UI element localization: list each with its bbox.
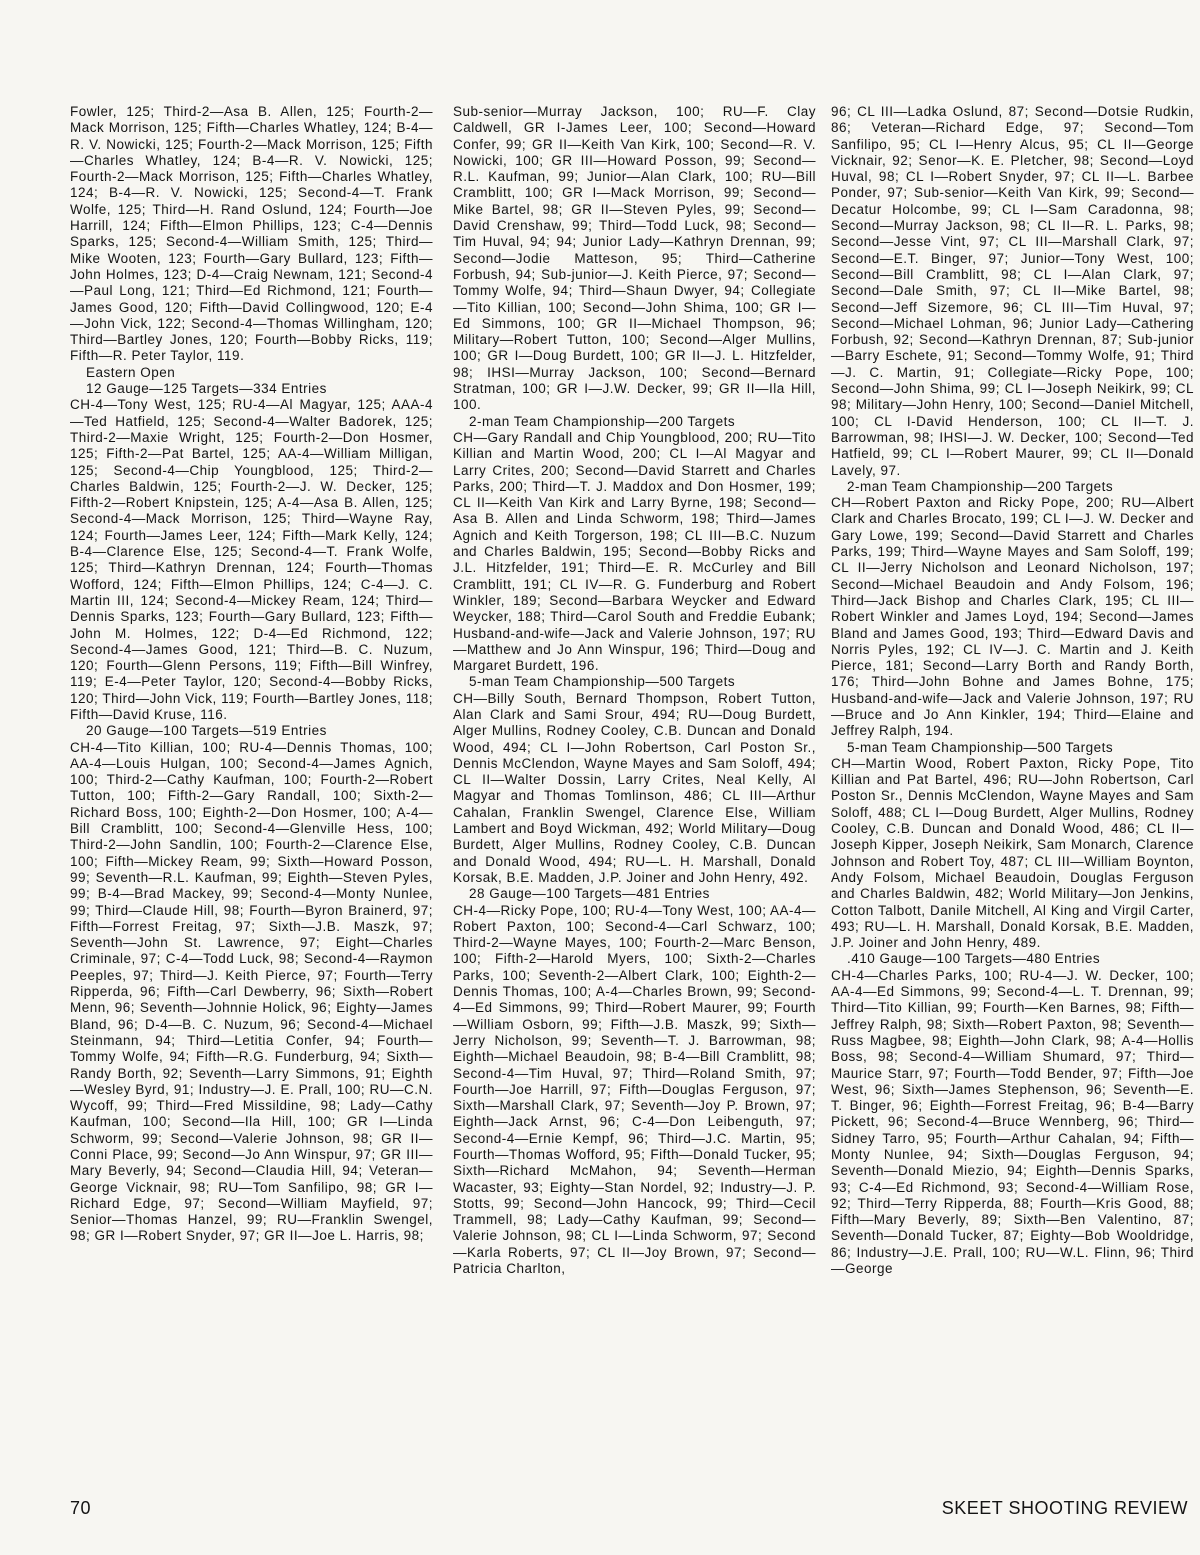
results-paragraph: CH-4—Tony West, 125; RU-4—Al Magyar, 125; AAA-4—Ted Hatfield, 125; Second-4—Walter Badorek, 125; Third-2—Maxie Wright, 125; Fourth-2—Don Hosmer, 125; Fifth-2—Pat Bartel, 125; AA-4—William Milligan, 125; Second-4—Chip Youngblood, 125; Third-2—Charles Baldwin, 125; Fourth-2—J. W. Decker, 125; Fifth-2—Robert Knipstein, 125; A-4—Asa B. Allen, 125; Second-4—Mack Morrison, 125; Third—Wayne Ray, 124; Fourth—James Leer, 124; Fifth—Mark Kelly, 124; B-4—Clarence Else, 125; Second-4—T. Frank Wolfe, 125; Third—Kathryn Drennan, 124; Fourth—Thomas Wofford, 124; Fifth—Elmon Phillips, 124; C-4—J. C. Martin III, 124; Second-4—Mickey Ream, 124; Third—Dennis Sparks, 123; Fourth—Gary Bullard, 123; Fifth—John M. Holmes, 122; D-4—Ed Richmond, 122; Second-4—James Good, 121; Third—B. C. Nuzum, 120; Fourth—Glenn Persons, 119; Fifth—Bill Winfrey, 119; E-4—Peter Taylor, 120; Second-4—Bobby Ricks, 120; Third—John Vick, 119; Fourth—Bartley Jones, 118; Fifth—David Kruse, 116. — [70, 397, 433, 722]
section-heading: 28 Gauge—100 Targets—481 Entries — [469, 886, 710, 902]
results-paragraph: Sub-senior—Murray Jackson, 100; RU—F. Clay Caldwell, GR I-James Leer, 100; Second—Howard Confer, 99; GR II—Keith Van Kirk, 100; Second—R. V. Nowicki, 100; GR III—Howard Posson, 99; Second—R.L. Kaufman, 99; Junior—Alan Clark, 100; RU—Bill Cramblitt, 100; GR I—Mack Morrison, 99; Second—Mike Bartel, 98; GR II—Steven Pyles, 99; Second—David Crenshaw, 99; Third—Todd Luck, 98; Second—Tim Huval, 94; 94; Junior Lady—Kathryn Drennan, 99; Second—Jodie Matteson, 95; Third—Catherine Forbush, 94; Sub-junior—J. Keith Pierce, 97; Second—Tommy Wolfe, 94; Third—Shaun Dwyer, 94; Collegiate—Tito Killian, 100; Second—John Shima, 100; GR I—Ed Simmons, 100; GR II—Michael Thompson, 96; Military—Robert Tutton, 100; Second—Alger Mullins, 100; GR I—Doug Burdett, 100; GR II—J. L. Hitzfelder, 98; IHSI—Murray Jackson, 100; Second—Bernard Stratman, 100; GR I—J.W. Decker, 99; GR II—Ila Hill, 100. — [453, 104, 816, 413]
section-heading: 20 Gauge—100 Targets—519 Entries — [86, 723, 327, 739]
publication-title: SKEET SHOOTING REVIEW — [941, 1498, 1188, 1518]
text-column-left — [70, 104, 433, 1245]
results-paragraph: Fowler, 125; Third-2—Asa B. Allen, 125; Fourth-2—Mack Morrison, 125; Fifth—Charles Whatley, 124; B-4—R. V. Nowicki, 125; Fourth-2—Mack Morrison, 125; Fifth—Charles Whatley, 124; B-4—R. V. Nowicki, 125; Fourth-2—Mack Morrison, 125; Fifth—Charles Whatley, 124; B-4—R. V. Nowicki, 125; Second-4—T. Frank Wolfe, 125; Third—H. Rand Oslund, 124; Fourth—Joe Harrill, 124; Fifth—Elmon Phillips, 123; C-4—Dennis Sparks, 125; Second-4—William Smith, 125; Third—Mike Wooten, 123; Fourth—Gary Bullard, 123; Fifth—John Holmes, 123; D-4—Craig Newnam, 121; Second-4—Paul Long, 121; Third—Ed Richmond, 121; Fourth—James Good, 120; Fifth—David Collingwood, 120; E-4—John Vick, 122; Second-4—Thomas Willingham, 120; Third—Bartley Jones, 120; Fourth—Bobby Ricks, 119; Fifth—R. Peter Taylor, 119. — [70, 104, 433, 364]
section-heading: 2-man Team Championship—200 Targets — [469, 413, 736, 429]
text-column-middle — [453, 104, 816, 1277]
results-paragraph: CH—Gary Randall and Chip Youngblood, 200; RU—Tito Killian and Martin Wood, 200; CL I—Al Magyar and Larry Crites, 200; Second—David Starrett and Charles Parks, 200; Third—T. J. Maddox and Don Hosmer, 199; CL II—Keith Van Kirk and Larry Byrne, 198; Second—Asa B. Allen and Linda Schworm, 198; Third—James Agnich and Keith Torgerson, 198; CL III—B.C. Nuzum and Charles Baldwin, 195; Second—Bobby Ricks and J.L. Hitzfelder, 191; Third—E. R. McCurley and Bill Cramblitt, 191; CL IV—R. G. Funderburg and Robert Winkler, 189; Second—Barbara Weycker and Edward Weycker, 188; Third—Carol South and Freddie Eubank; Husband-and-wife—Jack and Valerie Johnson, 197; RU—Matthew and Jo Ann Winspur, 196; Third—Doug and Margaret Burdett, 196. — [453, 429, 816, 674]
results-paragraph: CH—Robert Paxton and Ricky Pope, 200; RU—Albert Clark and Charles Brocato, 199; CL I—J. W. Decker and Gary Lowe, 199; Second—David Starrett and Charles Parks, 199; Third—Wayne Mayes and Sam Soloff, 199; CL II—Jerry Nicholson and Leonard Nicholson, 197; Second—Michael Beaudoin and Andy Folsom, 196; Third—Jack Bishop and Charles Clark, 195; CL III—Robert Winkler and James Loyd, 194; Second—James Bland and James Good, 193; Third—Edward Davis and Norris Pyles, 192; CL IV—J. C. Martin and J. Keith Pierce, 181; Second—Larry Borth and Randy Borth, 176; Third—John Bohne and James Bohne, 175; Husband-and-wife—Jack and Valerie Johnson, 197; RU—Bruce and Jo Ann Kinkler, 194; Third—Elaine and Jeffrey Ralph, 194. — [831, 495, 1194, 739]
results-paragraph: 96; CL III—Ladka Oslund, 87; Second—Dotsie Rudkin, 86; Veteran—Richard Edge, 97; Second—Tom Sanfilipo, 95; CL I—Henry Alcus, 95; CL II—George Vicknair, 92; Senor—K. E. Pletcher, 98; Second—Loyd Huval, 98; CL I—Robert Snyder, 97; CL II—L. Barbee Ponder, 97; Sub-senior—Keith Van Kirk, 99; Second—Decatur Holcombe, 99; CL I—Sam Caradonna, 98; Second—Murray Jackson, 98; CL II—R. L. Parks, 98; Second—Jesse Vint, 97; CL III—Marshall Clark, 97; Second—E.T. Binger, 97; Junior—Tony West, 100; Second—Bill Cramblitt, 98; CL I—Alan Clark, 97; Second—Dale Smith, 97; CL II—Mike Bartel, 98; Second—Jeff Sizemore, 96; CL III—Tim Huval, 97; Second—Michael Lohman, 96; Junior Lady—Cathering Forbush, 92; Second—Kathryn Drennan, 87; Sub-junior—Barry Eschete, 91; Second—Tommy Wolfe, 91; Third—J. C. Martin, 91; Collegiate—Ricky Pope, 100; Second—John Shima, 99; CL I—Joseph Neikirk, 99; CL 98; Military—John Henry, 100; Second—Daniel Mitchell, 100; CL I-David Henderson, 100; CL II—T. J. Barrowman, 98; IHSI—J. W. Decker, 100; Second—Ted Hatfield, 99; CL I—Robert Maurer, 99; CL II—Donald Lavely, 97. — [831, 104, 1194, 478]
page-number: 70 — [70, 1498, 92, 1518]
section-heading: Eastern Open — [86, 364, 176, 380]
section-heading: 12 Gauge—125 Targets—334 Entries — [86, 381, 327, 397]
results-paragraph: CH-4—Tito Killian, 100; RU-4—Dennis Thomas, 100; AA-4—Louis Hulgan, 100; Second-4—James Agnich, 100; Third-2—Cathy Kaufman, 100; Fourth-2—Robert Tutton, 100; Fifth-2—Gary Randall, 100; Sixth-2—Richard Boss, 100; Eighth-2—Don Hosmer, 100; A-4—Bill Cramblitt, 100; Second-4—Glenville Hess, 100; Third-2—John Sandlin, 100; Fourth-2—Clarence Else, 100; Fifth—Mickey Ream, 99; Sixth—Howard Posson, 99; Seventh—R.L. Kaufman, 99; Eighth—Steven Pyles, 99; B-4—Brad Mackey, 99; Second-4—Monty Nunlee, 99; Third—Claude Hill, 98; Fourth—Byron Brainerd, 97; Fifth—Forrest Freitag, 97; Sixth—J.B. Maszk, 97; Seventh—John St. Lawrence, 97; Eight—Charles Criminale, 97; C-4—Todd Luck, 98; Second-4—Raymon Peeples, 97; Third—J. Keith Pierce, 97; Fourth—Terry Ripperda, 96; Fifth—Carl Dewberry, 96; Sixth—Robert Menn, 96; Seventh—Johnnie Holick, 96; Eighty—James Bland, 96; D-4—B. C. Nuzum, 96; Second-4—Michael Steinmann, 94; Third—Letitia Confer, 94; Fourth—Tommy Wolfe, 94; Fifth—R.G. Funderburg, 94; Sixth—Randy Borth, 92; Seventh—Larry Simmons, 91; Eighth—Wesley Byrd, 91; Industry—J. E. Prall, 100; RU—C.N. Wycoff, 99; Third—Fred Missildine, 98; Lady—Cathy Kaufman, 100; Second—Ila Hill, 100; GR I—Linda Schworm, 99; Second—Valerie Johnson, 98; GR II—Conni Place, 99; Second—Jo Ann Winspur, 97; GR III—Mary Beverly, 94; Second—Claudia Hill, 94; Veteran—George Vicknair, 98; RU—Tom Sanfilipo, 98; GR I—Richard Edge, 97; Second—William Mayfield, 97; Senior—Thomas Hanzel, 99; RU—Franklin Swengel, 98; GR I—Robert Snyder, 97; GR II—Joe L. Harris, 98; — [70, 739, 433, 1244]
section-heading: 5-man Team Championship—500 Targets — [469, 674, 736, 690]
section-heading: .410 Gauge—100 Targets—480 Entries — [847, 951, 1101, 967]
text-column-right — [831, 104, 1194, 1277]
section-heading: 5-man Team Championship—500 Targets — [847, 739, 1114, 755]
section-heading: 2-man Team Championship—200 Targets — [847, 478, 1114, 494]
results-paragraph: CH-4—Charles Parks, 100; RU-4—J. W. Decker, 100; AA-4—Ed Simmons, 99; Second-4—L. T. Drennan, 99; Third—Tito Killian, 99; Fourth—Ken Barnes, 98; Fifth—Jeffrey Ralph, 98; Sixth—Robert Paxton, 98; Seventh—Russ Magbee, 98; Eighth—John Clark, 98; A-4—Hollis Boss, 98; Second-4—William Shumard, 97; Third—Maurice Starr, 97; Fourth—Todd Bender, 97; Fifth—Joe West, 96; Sixth—James Stephenson, 96; Seventh—E. T. Binger, 96; Eighth—Forrest Freitag, 96; B-4—Barry Pickett, 96; Second-4—Bruce Wennberg, 96; Third—Sidney Tarro, 95; Fourth—Arthur Cahalan, 94; Fifth—Monty Nunlee, 94; Sixth—Douglas Ferguson, 94; Seventh—Donald Miezio, 94; Eighth—Dennis Sparks, 93; C-4—Ed Richmond, 93; Second-4—William Rose, 92; Third—Terry Ripperda, 88; Fourth—Kris Good, 88; Fifth—Mary Beverly, 89; Sixth—Ben Valentino, 87; Seventh—Donald Tucker, 87; Eighty—Bob Wooldridge, 86; Industry—J.E. Prall, 100; RU—W.L. Flinn, 96; Third—George — [831, 967, 1194, 1277]
results-paragraph: CH—Martin Wood, Robert Paxton, Ricky Pope, Tito Killian and Pat Bartel, 496; RU—John Robertson, Carl Poston Sr., Dennis McClendon, Wayne Mayes and Sam Soloff, 488; CL I—Doug Burdett, Alger Mullins, Rodney Cooley, C.B. Duncan and Donald Wood, 486; CL II—Joseph Kipper, Joseph Neikirk, Sam Monarch, Clarence Johnson and Robert Toy, 487; CL III—William Boynton, Andy Folsom, Michael Beaudoin, Douglas Ferguson and Charles Baldwin, 482; World Military—Jon Jenkins, Cotton Talbott, Danile Mitchell, Al King and Virgil Carter, 493; RU—L. H. Marshall, Donald Korsak, B.E. Madden, J.P. Joiner and John Henry, 489. — [831, 755, 1194, 951]
results-paragraph: CH-4—Ricky Pope, 100; RU-4—Tony West, 100; AA-4—Robert Paxton, 100; Second-4—Carl Schwarz, 100; Third-2—Wayne Mayes, 100; Fourth-2—Marc Benson, 100; Fifth-2—Harold Myers, 100; Sixth-2—Charles Parks, 100; Seventh-2—Albert Clark, 100; Eighth-2—Dennis Thomas, 100; A-4—Charles Brown, 99; Second-4—Ed Simmons, 99; Third—Robert Maurer, 99; Fourth—William Osborn, 99; Fifth—J.B. Maszk, 99; Sixth—Jerry Nicholson, 99; Seventh—T. J. Barrowman, 98; Eighth—Michael Beaudoin, 98; B-4—Bill Cramblitt, 98; Second-4—Tim Huval, 97; Third—Roland Smith, 97; Fourth—Joe Harrill, 97; Fifth—Douglas Ferguson, 97; Sixth—Marshall Clark, 97; Seventh—Joy P. Brown, 97; Eighth—Jack Arnst, 96; C-4—Don Leibenguth, 97; Second-4—Ernie Kempf, 96; Third—J.C. Martin, 95; Fourth—Thomas Wofford, 95; Fifth—Donald Tucker, 95; Sixth—Richard McMahon, 94; Seventh—Herman Wacaster, 93; Eighty—Stan Nordel, 92; Industry—J. P. Stotts, 99; Second—John Hancock, 99; Third—Cecil Trammell, 98; Lady—Cathy Kaufman, 99; Second—Valerie Johnson, 98; CL I—Linda Schworm, 97; Second—Karla Roberts, 97; CL II—Joy Brown, 97; Second—Patricia Charlton, — [453, 902, 816, 1277]
results-paragraph: CH—Billy South, Bernard Thompson, Robert Tutton, Alan Clark and Sami Srour, 494; RU—Doug Burdett, Alger Mullins, Rodney Cooley, C.B. Duncan and Donald Wood, 494; CL I—John Robertson, Carl Poston Sr., Dennis McClendon, Wayne Mayes and Sam Soloff, 494; CL II—Walter Dossin, Larry Crites, Neal Kelly, Al Magyar and Thomas Tomlinson, 486; CL III—Arthur Cahalan, Franklin Swengel, Clarence Else, William Lambert and Boyd Wickman, 492; World Military—Doug Burdett, Alger Mullins, Rodney Cooley, C.B. Duncan and Donald Wood, 494; RU—L. H. Marshall, Donald Korsak, B.E. Madden, J.P. Joiner and John Henry, 492. — [453, 690, 816, 885]
